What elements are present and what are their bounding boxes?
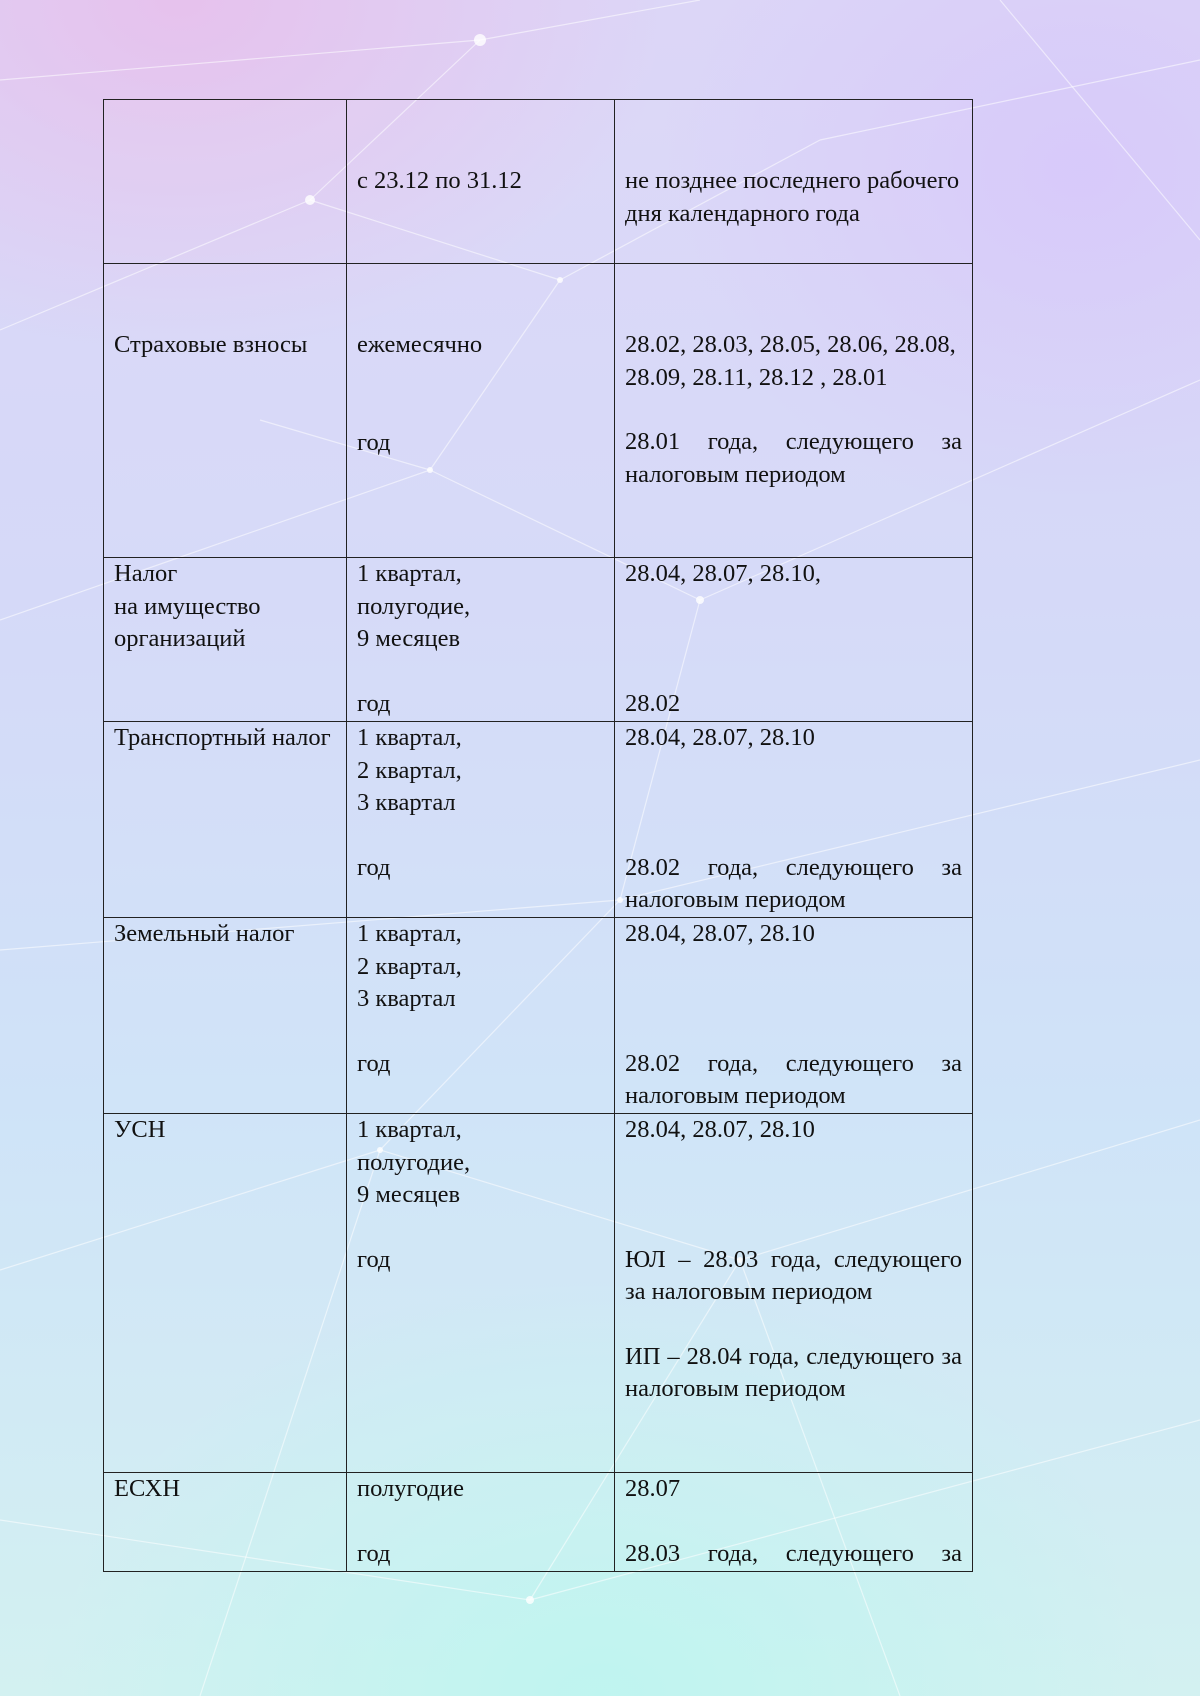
period-cell: полугодие год — [347, 1473, 615, 1572]
table-row — [104, 100, 973, 264]
deadline-cell: 28.02, 28.03, 28.05, 28.06, 28.08, 28.09, 28.11, 28.12 , 28.01 28.01 года, следующего за налоговым периодом — [615, 264, 973, 558]
deadline-cell: 28.07 28.03 года, следующего за — [615, 1473, 973, 1572]
deadline-cell: 28.04, 28.07, 28.10, 28.02 — [615, 558, 973, 722]
tax-name-cell: Земельный налог — [104, 918, 347, 1114]
table-row — [104, 918, 973, 1114]
deadline-cell: 28.04, 28.07, 28.10 28.02 года, следующего за налоговым периодом — [615, 918, 973, 1114]
tax-deadline-table-page — [103, 99, 972, 1572]
table-row — [104, 558, 973, 722]
period-cell: 1 квартал, 2 квартал, 3 квартал год — [347, 722, 615, 918]
table-row — [104, 1473, 973, 1572]
table-row — [104, 1114, 973, 1473]
tax-deadline-table — [103, 99, 973, 1572]
period-cell: ежемесячно год — [347, 264, 615, 558]
tax-name-cell: Страховые взносы — [104, 264, 347, 558]
deadline-cell: не позднее последнего рабочего дня календарного года — [615, 100, 973, 264]
deadline-cell: 28.04, 28.07, 28.10 28.02 года, следующего за налоговым периодом — [615, 722, 973, 918]
period-cell: 1 квартал, полугодие, 9 месяцев год — [347, 1114, 615, 1473]
deadline-cell: 28.04, 28.07, 28.10 ЮЛ – 28.03 года, следующего за налоговым периодом ИП – 28.04 года, следующего за налоговым периодом — [615, 1114, 973, 1473]
tax-name-cell: ЕСХН — [104, 1473, 347, 1572]
table-row — [104, 264, 973, 558]
period-cell: 1 квартал, 2 квартал, 3 квартал год — [347, 918, 615, 1114]
tax-name-cell: Налог на имущество организаций — [104, 558, 347, 722]
tax-name-cell: УСН — [104, 1114, 347, 1473]
tax-name-cell: Транспортный налог — [104, 722, 347, 918]
period-cell: с 23.12 по 31.12 — [347, 100, 615, 264]
table-row — [104, 722, 973, 918]
tax-name-cell — [104, 100, 347, 264]
period-cell: 1 квартал, полугодие, 9 месяцев год — [347, 558, 615, 722]
